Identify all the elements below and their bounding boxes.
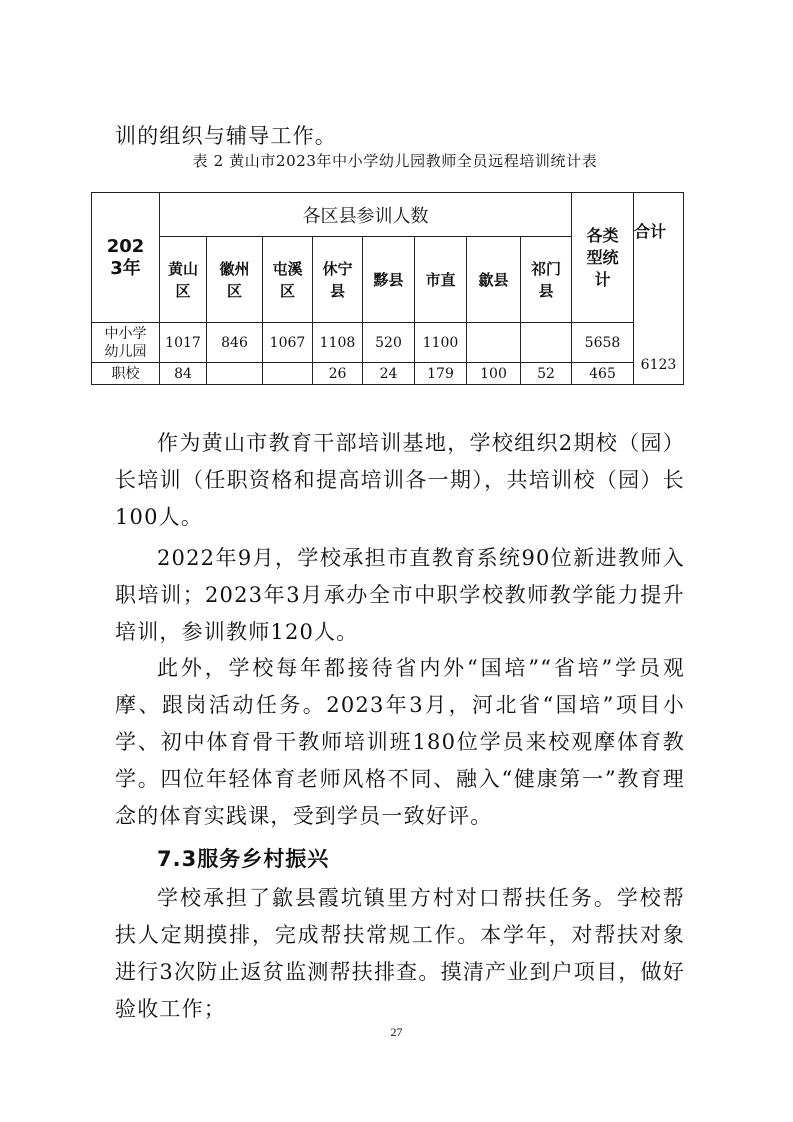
table-cell: 52 <box>521 363 572 385</box>
district-header: 市直 <box>415 237 467 323</box>
training-statistics-table <box>91 192 684 385</box>
district-header: 黄山区 <box>160 237 207 323</box>
table-cell: 24 <box>363 363 415 385</box>
paragraph-principal-training: 作为黄山市教育干部培训基地，学校组织2期校（园）长培训（任职资格和提高培训各一期），共培训校（园）长100人。 <box>115 431 685 529</box>
type-total-cell: 5658 <box>572 323 634 363</box>
section-heading: 7.3服务乡村振兴 <box>157 847 330 871</box>
district-header: 休宁县 <box>313 237 363 323</box>
table-cell: 520 <box>363 323 415 363</box>
continued-paragraph: 训的组织与辅导工作。 <box>115 124 337 148</box>
table-cell: 1017 <box>160 323 207 363</box>
table-cell: 1108 <box>313 323 363 363</box>
table-caption: 表 2 黄山市2023年中小学幼儿园教师全员远程培训统计表 <box>192 152 598 170</box>
year-header: 2023年 <box>92 193 160 323</box>
table-cell: 179 <box>415 363 467 385</box>
district-group-header: 各区县参训人数 <box>160 193 572 237</box>
table-cell: 846 <box>207 323 263 363</box>
page-number: 27 <box>390 1025 403 1039</box>
table-cell: 100 <box>467 363 521 385</box>
grand-total-header: 合计 <box>634 221 667 241</box>
type-total-cell: 465 <box>572 363 634 385</box>
table-row <box>92 363 684 385</box>
table-cell: 1067 <box>263 323 313 363</box>
table-cell <box>467 323 521 363</box>
table-cell <box>263 363 313 385</box>
paragraph-national-training: 此外，学校每年都接待省内外“国培”“省培”学员观摩、跟岗活动任务。2023年3月，河北省“国培”项目小学、初中体育骨干教师培训班180位学员来校观摩体育教学。四位年轻体育老师风格不同、融入“健康第一”教育理念的体育实践课，受到学员一致好评。 <box>115 656 685 828</box>
table-cell: 84 <box>160 363 207 385</box>
paragraph-new-teacher-training: 2022年9月，学校承担市直教育系统90位新进教师入职培训；2023年3月承办全市中职学校教师教学能力提升培训，参训教师120人。 <box>115 546 685 644</box>
table-row <box>92 323 684 363</box>
grand-total-value: 6123 <box>640 356 677 373</box>
paragraph-rural-revitalization: 学校承担了歙县霞坑镇里方村对口帮扶任务。学校帮扶人定期摸排，完成帮扶常规工作。本学年，对帮扶对象进行3次防止返贫监测帮扶排查。摸清产业到户项目，做好验收工作； <box>115 886 685 1021</box>
district-header: 黟县 <box>363 237 415 323</box>
grand-total-column <box>634 193 684 385</box>
district-header: 歙县 <box>467 237 521 323</box>
row-label: 职校 <box>92 363 160 385</box>
district-header: 徽州区 <box>207 237 263 323</box>
table-cell <box>521 323 572 363</box>
district-header: 屯溪区 <box>263 237 313 323</box>
table-cell: 26 <box>313 363 363 385</box>
district-header: 祁门县 <box>521 237 572 323</box>
type-total-header: 各类型统计 <box>572 193 634 323</box>
row-label: 中小学幼儿园 <box>92 323 160 363</box>
table-cell: 1100 <box>415 323 467 363</box>
table-cell <box>207 363 263 385</box>
